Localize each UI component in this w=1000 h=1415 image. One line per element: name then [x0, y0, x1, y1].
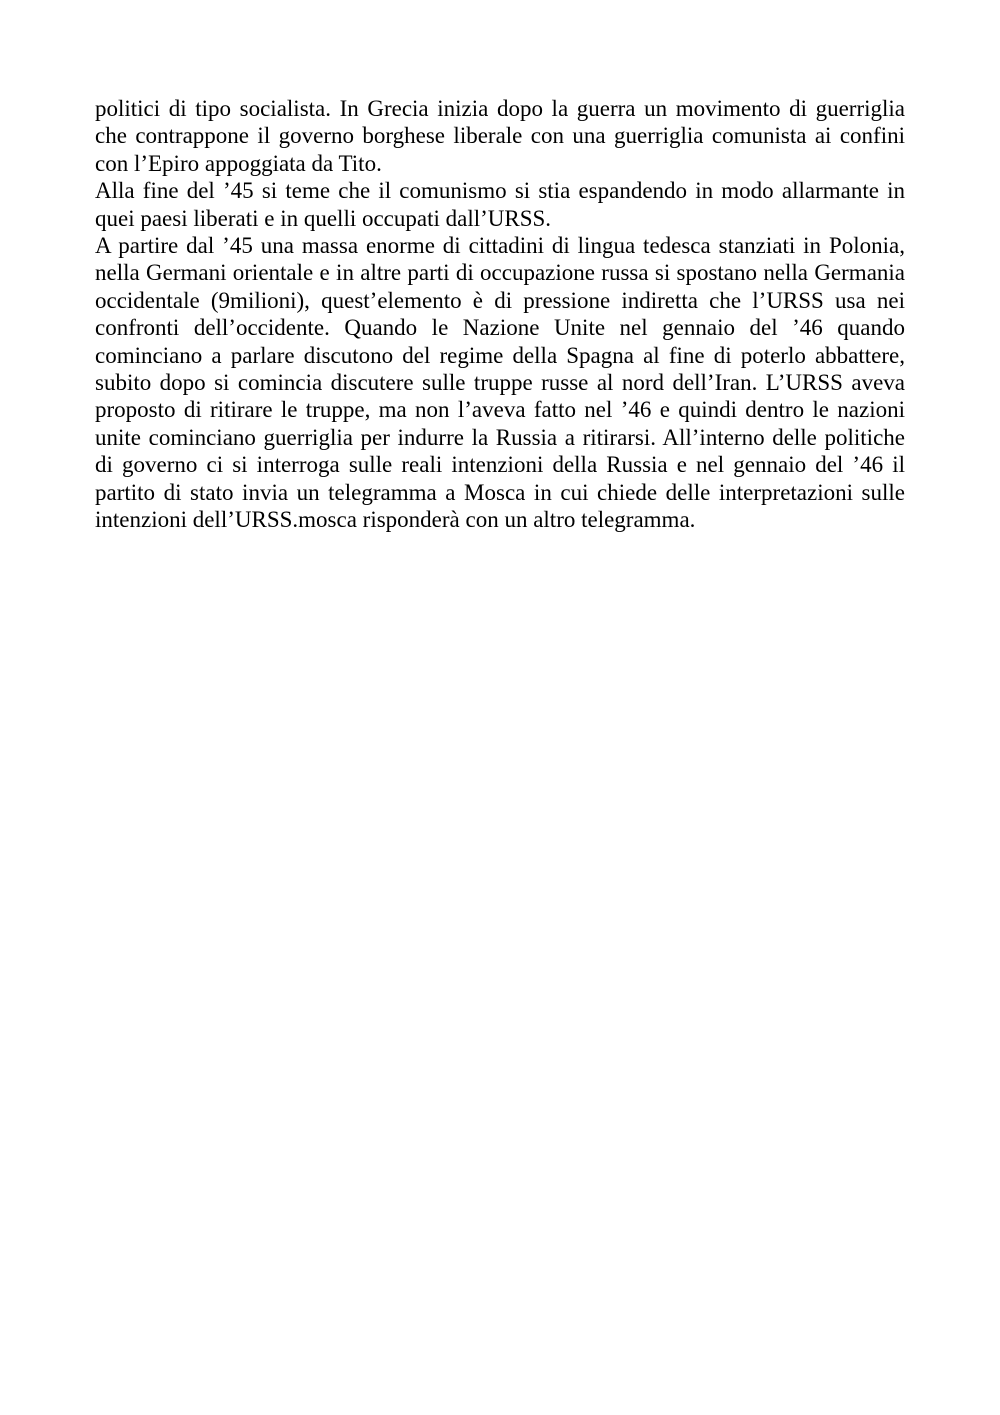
- body-text: [95, 95, 905, 534]
- paragraph-greece: politici di tipo socialista. In Grecia inizia dopo la guerra un movimento di guerriglia che contrappone il governo borghese liberale con una guerriglia comunista ai confini con l’Epiro appoggiata da Tito.: [95, 96, 905, 176]
- paragraph-communism-1945: Alla fine del ’45 si teme che il comunismo si stia espandendo in modo allarmante in quei paesi liberati e in quelli occupati dall’URSS.: [95, 178, 905, 231]
- paragraph-urss-migration: A partire dal ’45 una massa enorme di cittadini di lingua tedesca stanziati in Polonia, nella Germani orientale e in altre parti di occupazione russa si spostano nella Germania occidentale (9milioni), quest’elemento è di pressione indiretta che l’URSS usa nei confronti dell’occidente. Quando le Nazione Unite nel gennaio del ’46 quando cominciano a parlare discutono del regime della Spagna al fine di poterlo abbattere, subito dopo si comincia discutere sulle truppe russe al nord dell’Iran. L’URSS aveva proposto di ritirare le truppe, ma non l’aveva fatto nel ’46 e quindi dentro le nazioni unite cominciano guerriglia per indurre la Russia a ritirarsi. All’interno delle politiche di governo ci si interroga sulle reali intenzioni della Russia e nel gennaio del ’46 il partito di stato invia un telegramma a Mosca in cui chiede delle interpretazioni sulle intenzioni dell’URSS.mosca risponderà con un altro telegramma.: [95, 233, 905, 533]
